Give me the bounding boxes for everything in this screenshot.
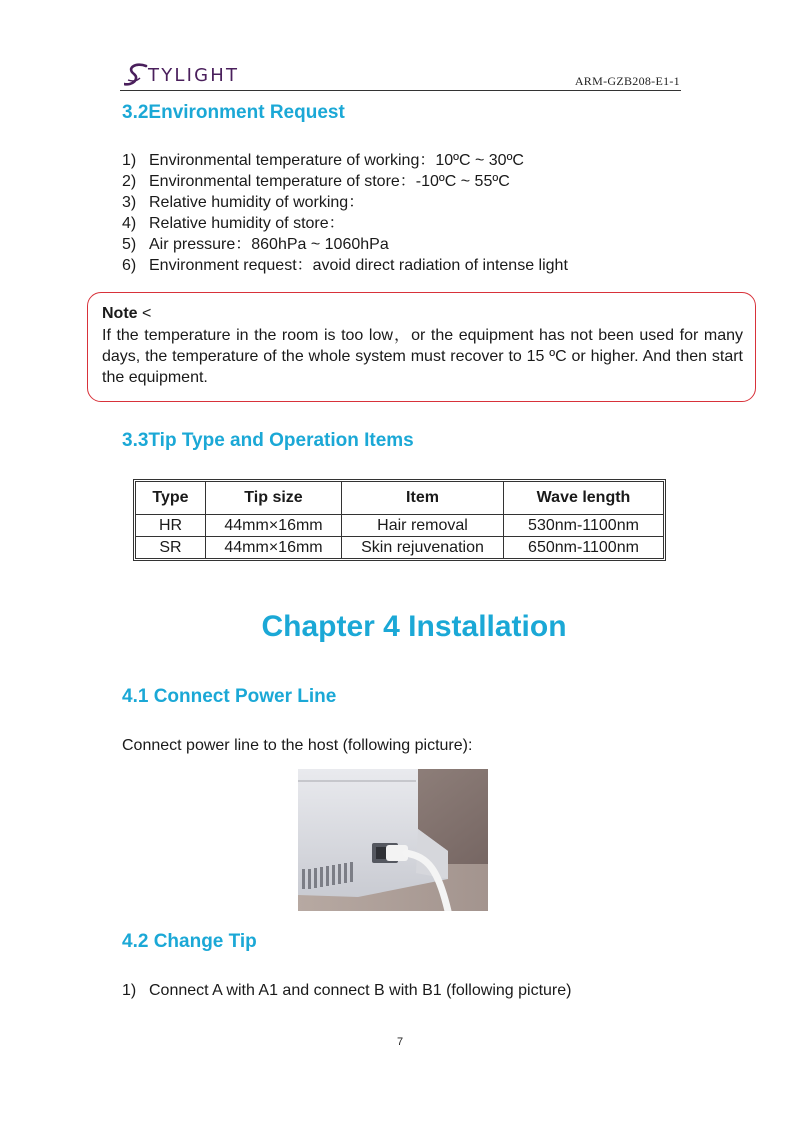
table-cell: 44mm×16mm [206,515,342,537]
section-heading-tip-type: 3.3Tip Type and Operation Items [122,430,414,451]
table-cell: HR [136,515,206,537]
table-cell: Skin rejuvenation [342,537,504,558]
table-row [136,537,663,558]
section-heading-connect-power-line: 4.1 Connect Power Line [122,686,337,707]
header-divider [120,90,681,91]
table-header-row [136,482,663,515]
column-header-tip-size: Tip size [206,482,342,515]
page-number: 7 [396,1036,404,1048]
section-heading-change-tip: 4.2 Change Tip [122,931,257,952]
list-item: 1) Connect A with A1 and connect B with B1 (following picture) [122,982,572,999]
list-item: 2) Environmental temperature of store：-10ºC ~ 55ºC [122,173,510,190]
column-header-item: Item [342,482,504,515]
table-row [136,515,663,537]
company-logo [124,60,250,88]
table-cell: Hair removal [342,515,504,537]
svg-text:TYLIGHT: TYLIGHT [148,65,240,86]
column-header-type: Type [136,482,206,515]
list-item: 3) Relative humidity of working： [122,194,365,211]
list-item: 6) Environment request：avoid direct radiation of intense light [122,257,568,274]
list-item: 4) Relative humidity of store： [122,215,345,232]
document-code: ARM-GZB208-E1-1 [574,74,680,88]
connect-power-paragraph: Connect power line to the host (following picture): [122,737,473,754]
table-cell: 530nm-1100nm [504,515,663,537]
power-line-photo [298,769,488,911]
list-item: 1) Environmental temperature of working：10ºC ~ 30ºC [122,152,524,169]
note-title: Note < [102,305,152,322]
note-text: If the temperature in the room is too low，or the equipment has not been used for many days, the temperature of the whole system must recover to 15 ºC or higher. And then start the equipment. [102,327,743,386]
column-header-wave-length: Wave length [504,482,663,515]
section-heading-environment-request: 3.2Environment Request [122,102,345,123]
tip-type-table [133,479,666,561]
table-cell: 650nm-1100nm [528,538,639,556]
change-tip-list [122,980,571,1001]
table-cell: 44mm×16mm [206,537,342,558]
list-item: 5) Air pressure：860hPa ~ 1060hPa [122,236,389,253]
table-cell: SR [136,537,206,558]
environment-request-list [122,150,568,276]
chapter-title: Chapter 4 Installation [261,610,567,643]
note-box [87,292,756,402]
